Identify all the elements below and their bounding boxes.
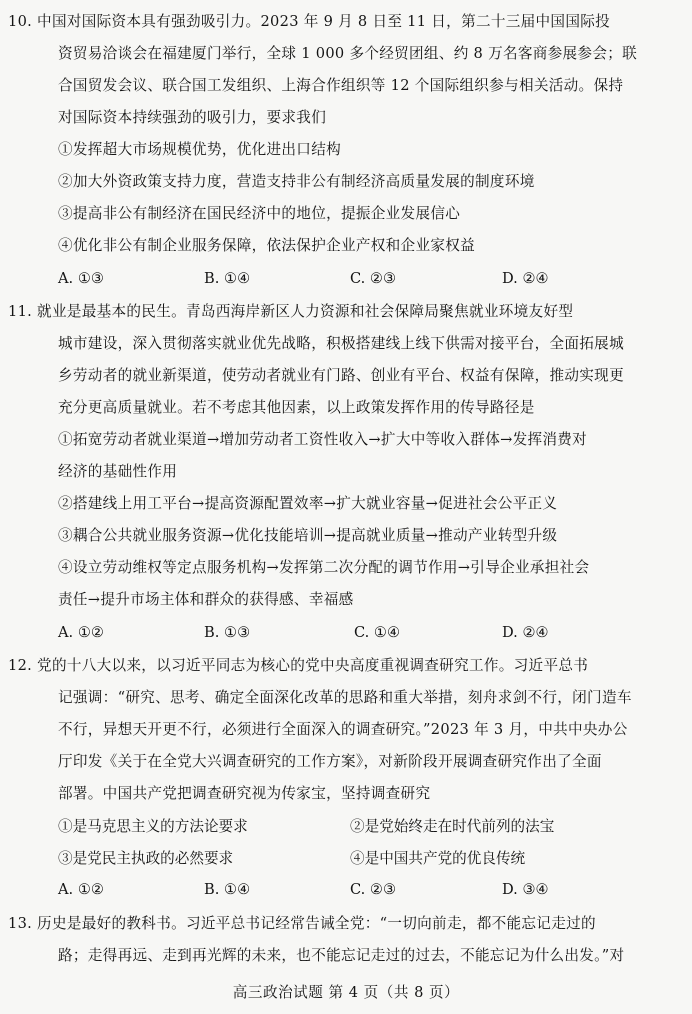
question-10-statement: ①发挥超大市场规模优势，优化进出口结构 (58, 141, 341, 158)
question-12-statement-1: ①是马克思主义的方法论要求 (58, 818, 248, 835)
question-11-statement: ①拓宽劳动者就业渠道→增加劳动者工资性收入→扩大中等收入群体→发挥消费对 (58, 431, 588, 448)
question-11-option-c[interactable]: C. ①④ (354, 624, 401, 641)
question-12-option-a[interactable]: A. ①② (58, 881, 104, 898)
question-10-option-b[interactable]: B. ①④ (204, 270, 251, 287)
question-10-stem-line: 10. 中国对国际资本具有强劲吸引力。2023 年 9 月 8 日至 11 日，第二十三届中国国际投 (8, 13, 611, 30)
question-11-stem-line: 充分更高质量就业。若不考虑其他因素，以上政策发挥作用的传导路径是 (58, 399, 535, 416)
question-10-statement: ②加大外资政策支持力度，营造支持非公有制经济高质量发展的制度环境 (58, 173, 535, 190)
question-13-stem-line: 路；走得再远、走到再光辉的未来，也不能忘记走过的过去，不能忘记为什么出发。”对 (58, 947, 625, 964)
question-11-option-d[interactable]: D. ②④ (502, 624, 549, 641)
question-12-stem-line: 部署。中国共产党把调查研究视为传家宝，坚持调查研究 (58, 785, 431, 802)
question-12-stem-line: 不行，异想天开更不行，必须进行全面深入的调查研究。”2023 年 3 月，中共中央办公 (58, 721, 628, 738)
question-11-statement: ③耦合公共就业服务资源→优化技能培训→提高就业质量→推动产业转型升级 (58, 527, 558, 544)
question-12-statement-2: ②是党始终走在时代前列的法宝 (350, 818, 555, 835)
question-12-stem-line: 12. 党的十八大以来，以习近平同志为核心的党中央高度重视调查研究工作。习近平总书 (8, 657, 589, 674)
question-10-stem-line: 合国贸发会议、联合国工发组织、上海合作组织等 12 个国际组织参与相关活动。保持 (58, 77, 624, 94)
question-12-stem-line: 厅印发《关于在全党大兴调查研究的工作方案》，对新阶段开展调查研究作出了全面 (58, 753, 602, 770)
question-10-statement: ④优化非公有制企业服务保障，依法保护企业产权和企业家权益 (58, 237, 476, 254)
question-12-statement-3: ③是党民主执政的必然要求 (58, 850, 234, 867)
question-11-stem-line: 乡劳动者的就业新渠道，使劳动者就业有门路、创业有平台、权益有保障，推动实现更 (58, 367, 624, 384)
question-10-option-d[interactable]: D. ②④ (502, 270, 549, 287)
question-11-stem-line: 城市建设，深入贯彻落实就业优先战略，积极搭建线上线下供需对接平台，全面拓展城 (58, 335, 624, 352)
question-10-stem-line: 对国际资本持续强劲的吸引力，要求我们 (58, 109, 327, 126)
question-12-stem-line: 记强调：“研究、思考、确定全面深化改革的思路和重大举措，刻舟求剑不行，闭门造车 (58, 689, 632, 706)
question-10-option-a[interactable]: A. ①③ (58, 270, 104, 287)
question-12-option-b[interactable]: B. ①④ (204, 881, 251, 898)
question-10-option-c[interactable]: C. ②③ (350, 270, 397, 287)
question-12-statement-4: ④是中国共产党的优良传统 (350, 850, 526, 867)
question-10-stem-line: 资贸易洽谈会在福建厦门举行，全球 1 000 多个经贸团组、约 8 万名客商参展参会；联 (58, 45, 638, 62)
question-11-statement: 经济的基础性作用 (58, 463, 178, 480)
question-13-stem-line: 13. 历史是最好的教科书。习近平总书记经常告诫全党：“一切向前走，都不能忘记走过的 (8, 915, 596, 932)
question-11-statement: ②搭建线上用工平台→提高资源配置效率→扩大就业容量→促进社会公平正义 (58, 495, 558, 512)
question-10-statement: ③提高非公有制经济在国民经济中的地位，提振企业发展信心 (58, 205, 461, 222)
question-11-statement: ④设立劳动维权等定点服务机构→发挥第二次分配的调节作用→引导企业承担社会 (58, 559, 590, 576)
question-11-option-b[interactable]: B. ①③ (204, 624, 251, 641)
question-12-option-c[interactable]: C. ②③ (350, 881, 397, 898)
question-11-stem-line: 11. 就业是最基本的民生。青岛西海岸新区人力资源和社会保障局聚焦就业环境友好型 (8, 303, 574, 320)
question-11-statement: 责任→提升市场主体和群众的获得感、幸福感 (58, 591, 354, 608)
page-footer: 高三政治试题 第 4 页（共 8 页） (232, 984, 460, 1001)
question-12-option-d[interactable]: D. ③④ (502, 881, 549, 898)
question-11-option-a[interactable]: A. ①② (58, 624, 104, 641)
